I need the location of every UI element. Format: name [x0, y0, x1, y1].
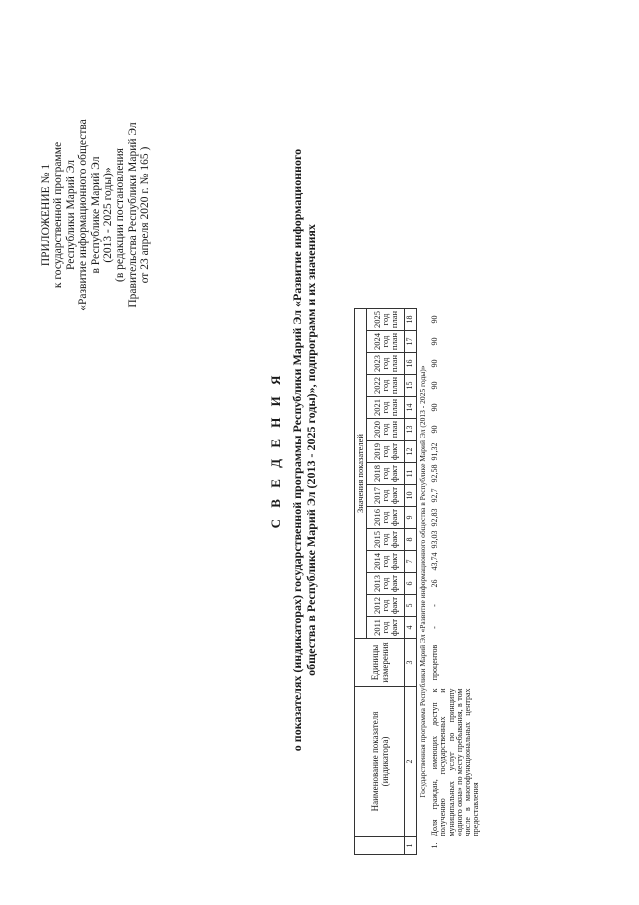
year-header-kind: факт — [388, 465, 399, 483]
year-header-year: 2018 — [371, 465, 382, 482]
indicator-value: - — [430, 604, 439, 607]
indicator-value: 26 — [430, 579, 439, 588]
appendix-line: Республики Марий Эл — [64, 160, 77, 271]
year-header-year: 2013 — [371, 575, 382, 592]
column-number: 13 — [405, 419, 417, 441]
year-header-word: год — [380, 599, 391, 612]
appendix-line: Правительства Республики Марий Эл — [126, 122, 139, 308]
column-number: 8 — [405, 529, 417, 551]
indicator-value: 90 — [430, 359, 439, 368]
year-header-kind: план — [388, 376, 399, 395]
appendix-line: от 23 апреля 2020 г. № 165 ) — [139, 146, 152, 284]
year-header — [367, 331, 405, 353]
year-header-word: год — [380, 489, 391, 502]
program-row — [417, 309, 430, 855]
year-header-kind: факт — [388, 443, 399, 461]
year-header-year: 2024 — [371, 333, 382, 350]
year-header-year: 2011 — [371, 619, 382, 636]
year-header-kind: план — [388, 310, 399, 329]
column-number: 9 — [405, 507, 417, 529]
column-number: 18 — [405, 309, 417, 331]
year-header — [367, 617, 405, 639]
indicator-value: 92,7 — [430, 488, 439, 503]
column-number: 1 — [405, 837, 417, 855]
indicator-value: 90 — [430, 403, 439, 412]
indicator-unit: процентов — [430, 644, 439, 681]
indicators-table — [354, 308, 481, 855]
year-header-kind: факт — [388, 487, 399, 505]
year-header-year: 2022 — [371, 377, 382, 394]
column-number: 5 — [405, 595, 417, 617]
header-row — [355, 309, 367, 855]
document-subtitle-line: общества в Республике Марий Эл (2013 - 2025 годы)», подпрограмм и их значениях — [304, 224, 318, 676]
year-header-word: год — [380, 423, 391, 436]
document-heading — [268, 25, 318, 875]
indicator-value: 91,32 — [430, 442, 439, 461]
indicator-value: 90 — [430, 315, 439, 324]
column-number: 16 — [405, 353, 417, 375]
values-header: Значения показателей — [355, 309, 367, 639]
year-header-year: 2019 — [371, 443, 382, 460]
year-header-kind: факт — [388, 575, 399, 593]
year-header-kind: факт — [388, 619, 399, 637]
year-header-kind: факт — [388, 553, 399, 571]
column-number: 14 — [405, 397, 417, 419]
year-header-word: год — [380, 577, 391, 590]
col-unit-header: Единицы измерения — [355, 639, 405, 687]
program-title: Государственная программа Республики Марий Эл «Развитие информационного общества в Республике Марий Эл (2013 - 2025 годы)» — [417, 365, 427, 798]
column-number: 12 — [405, 441, 417, 463]
document-title: С В Е Д Е Н И Я — [268, 371, 283, 529]
column-number: 10 — [405, 485, 417, 507]
year-header-year: 2025 — [371, 311, 382, 328]
row-number: 1. — [430, 842, 439, 849]
appendix-line: к государственной программе — [52, 141, 65, 289]
appendix-block — [40, 95, 152, 335]
year-header — [367, 595, 405, 617]
indicator-name: Доля граждан, имеющих доступ к получению государственных и муниципальных услуг по принципу «одного окна» по месту пребывания, в том числе в многофункциональных центрах предоставления — [430, 688, 481, 837]
column-number: 3 — [405, 639, 417, 687]
appendix-line: (в редакции постановления — [114, 148, 127, 282]
year-header-word: год — [380, 379, 391, 392]
year-header-word: год — [380, 511, 391, 524]
year-header-kind: факт — [388, 531, 399, 549]
year-header-year: 2023 — [371, 355, 382, 372]
year-header-word: год — [380, 357, 391, 370]
year-header-word: год — [380, 555, 391, 568]
column-number: 11 — [405, 463, 417, 485]
year-header-kind: факт — [388, 509, 399, 527]
col-no-header — [355, 837, 405, 855]
year-header-word: год — [380, 335, 391, 348]
year-header — [367, 441, 405, 463]
indicator-value: 43,74 — [430, 552, 439, 571]
year-header — [367, 397, 405, 419]
indicator-value: 92,83 — [430, 508, 439, 527]
indicator-value: - — [430, 626, 439, 629]
indicator-value: 90 — [430, 337, 439, 346]
appendix-line: ПРИЛОЖЕНИЕ № 1 — [40, 163, 52, 267]
year-header — [367, 485, 405, 507]
year-header-word: год — [380, 313, 391, 326]
year-header — [367, 419, 405, 441]
year-header-year: 2012 — [371, 597, 382, 614]
year-header — [367, 551, 405, 573]
document-subtitle-line: о показателях (индикаторах) государственной программы Республики Марий Эл «Развитие информационного — [290, 148, 304, 752]
year-header — [367, 463, 405, 485]
column-number: 17 — [405, 331, 417, 353]
column-number: 2 — [405, 687, 417, 837]
column-number: 4 — [405, 617, 417, 639]
year-header — [367, 507, 405, 529]
indicator-value: 92,58 — [430, 464, 439, 483]
year-header — [367, 309, 405, 331]
year-header-word: год — [380, 467, 391, 480]
indicator-value: 90 — [430, 425, 439, 434]
year-header-year: 2017 — [371, 487, 382, 504]
column-numbers-row — [405, 309, 417, 855]
year-header-kind: план — [388, 420, 399, 439]
year-header-year: 2020 — [371, 421, 382, 438]
col-name-header: Наименование показателя (индикатора) — [355, 687, 405, 837]
year-header-year: 2021 — [371, 399, 382, 416]
year-header-year: 2016 — [371, 509, 382, 526]
year-header-year: 2015 — [371, 531, 382, 548]
year-header — [367, 529, 405, 551]
appendix-line: «Развитие информационного общества — [77, 119, 90, 311]
appendix-line: (2013 - 2025 годы)» — [102, 167, 115, 263]
indicator-value: 90 — [430, 381, 439, 390]
year-header-kind: план — [388, 354, 399, 373]
year-header-word: год — [380, 533, 391, 546]
year-header-word: год — [380, 401, 391, 414]
table-row — [429, 309, 481, 855]
column-number: 15 — [405, 375, 417, 397]
year-header-kind: план — [388, 398, 399, 417]
year-header — [367, 353, 405, 375]
year-header-year: 2014 — [371, 553, 382, 570]
year-header — [367, 573, 405, 595]
year-header-word: год — [380, 621, 391, 634]
indicator-value: 93,03 — [430, 530, 439, 549]
year-header-word: год — [380, 445, 391, 458]
column-number: 6 — [405, 573, 417, 595]
year-header — [367, 375, 405, 397]
year-header-kind: план — [388, 332, 399, 351]
appendix-line: в Республике Марий Эл — [89, 156, 102, 274]
year-header-kind: факт — [388, 597, 399, 615]
column-number: 7 — [405, 551, 417, 573]
